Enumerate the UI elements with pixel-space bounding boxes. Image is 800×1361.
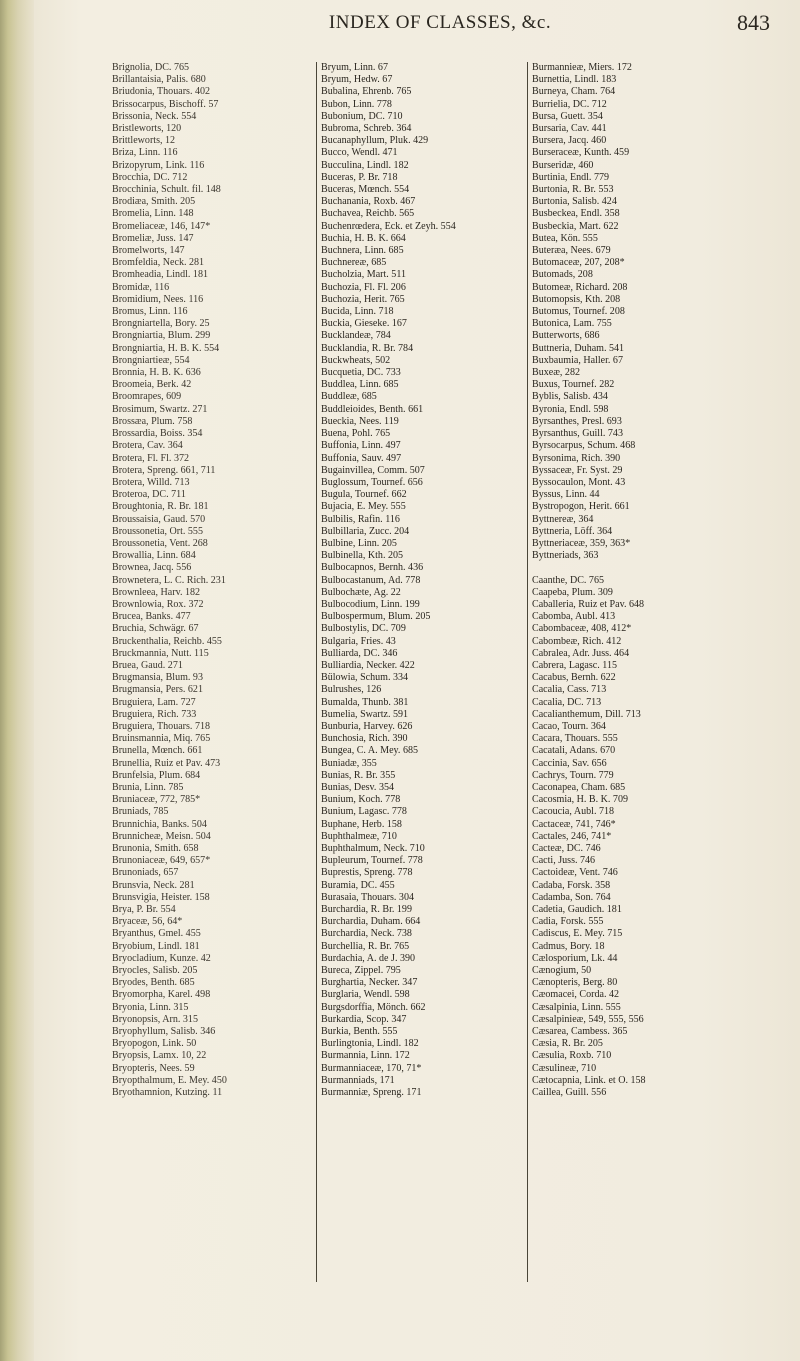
index-entry: Burmanniæ, Spreng. 171 [321, 1087, 422, 1099]
index-entry: Buena, Pohl. 765 [321, 428, 391, 440]
index-entry: Bryophyllum, Salisb. 346 [112, 1026, 216, 1038]
index-entry: Buglossum, Tournef. 656 [321, 476, 423, 488]
index-entry: Cadaba, Forsk. 358 [532, 879, 611, 891]
index-entry: Bryomorpha, Karel. 498 [112, 989, 211, 1001]
index-entry: Butomads, 208 [532, 269, 593, 281]
index-entry: Burtonia, R. Br. 553 [532, 184, 614, 196]
index-entry: Caapeba, Plum. 309 [532, 586, 613, 598]
index-entry: Briudonia, Thouars. 402 [112, 86, 211, 98]
index-entry: Cacosmia, H. B. K. 709 [532, 794, 628, 806]
index-entry: Bunchosia, Rich. 390 [321, 733, 408, 745]
index-entry: Caballeria, Ruiz et Pav. 648 [532, 598, 645, 610]
index-entry: Brotera, Fl. Fl. 372 [112, 452, 190, 464]
index-entry: Byrsocarpus, Schum. 468 [532, 440, 636, 452]
index-entry: Butomopsis, Kth. 208 [532, 293, 621, 305]
index-entry: Cabrera, Lagasc. 115 [532, 659, 617, 671]
index-entry: Cæsia, R. Br. 205 [532, 1038, 603, 1050]
index-entry: Bruckmannia, Nutt. 115 [112, 647, 209, 659]
index-entry: Cæsulia, Roxb. 710 [532, 1050, 612, 1062]
index-entry: Bronnia, H. B. K. 636 [112, 367, 201, 379]
index-entry: Bryopsis, Lamx. 10, 22 [112, 1050, 207, 1062]
index-entry: Buchia, H. B. K. 664 [321, 232, 406, 244]
index-entry: Bucco, Wendl. 471 [321, 147, 398, 159]
book-gutter [0, 0, 34, 1361]
index-entry: Bursaria, Cav. 441 [532, 123, 607, 135]
index-entry: Cactoideæ, Vent. 746 [532, 867, 618, 879]
index-entry: Brucea, Banks. 477 [112, 611, 191, 623]
index-entry: Buxeæ, 282 [532, 367, 581, 379]
index-entry: Broomrapes, 609 [112, 391, 182, 403]
index-entry: Bulliardia, Necker. 422 [321, 659, 415, 671]
index-entry: Bulbilis, Rafin. 116 [321, 513, 400, 525]
index-entry: Bruniaceæ, 772, 785* [112, 794, 201, 806]
index-entry: Cadiscus, E. Mey. 715 [532, 928, 623, 940]
index-entry: Buttneria, Duham. 541 [532, 342, 625, 354]
index-entry: Butomaceæ, 207, 208* [532, 257, 625, 269]
index-entry: Cacabus, Bernh. 622 [532, 672, 616, 684]
index-entry: Brissonia, Neck. 554 [112, 110, 197, 122]
index-entry: Brosimum, Swartz. 271 [112, 403, 208, 415]
running-title: INDEX OF CLASSES, &c. [328, 12, 552, 33]
index-entry: Bryothamnion, Kutzing. 11 [112, 1087, 223, 1099]
index-entry: Cacoucia, Aubl. 718 [532, 806, 615, 818]
index-entry: Busbeckea, Endl. 358 [532, 208, 620, 220]
index-entry: Brownea, Jacq. 556 [112, 562, 192, 574]
index-entry: Bulgaria, Fries. 43 [321, 635, 396, 647]
index-entry: Bunium, Lagasc. 778 [321, 806, 407, 818]
index-entry: Buddleioides, Benth. 661 [321, 403, 424, 415]
index-entry: Bubroma, Schreb. 364 [321, 123, 412, 135]
index-entry: Brugmansia, Blum. 93 [112, 672, 203, 684]
index-entry: Caillea, Guill. 556 [532, 1087, 607, 1099]
index-entry: Cæsarea, Cambess. 365 [532, 1026, 628, 1038]
index-entry: Cachrys, Tourn. 779 [532, 769, 614, 781]
index-entry: Butomeæ, Richard. 208 [532, 281, 628, 293]
index-entry: Broughtonia, R. Br. 181 [112, 501, 209, 513]
index-entry: Bulbocastanum, Ad. 778 [321, 574, 421, 586]
index-entry: Buckwheats, 502 [321, 354, 391, 366]
index-entry: Brotera, Willd. 713 [112, 476, 190, 488]
index-entry: Brunfelsia, Plum. 684 [112, 769, 201, 781]
index-entry: Bromeliæ, Juss. 147 [112, 232, 194, 244]
index-entry: Bucklandia, R. Br. 784 [321, 342, 414, 354]
index-entry: Burtinia, Endl. 779 [532, 171, 610, 183]
index-entry: Bunium, Koch. 778 [321, 794, 401, 806]
index-entry: Burchardia, Duham. 664 [321, 916, 421, 928]
index-entry: Cacalia, DC. 713 [532, 696, 602, 708]
index-entry: Bromidium, Nees. 116 [112, 293, 204, 305]
index-entry: Cadamba, Son. 764 [532, 891, 611, 903]
index-entry: Brunia, Linn. 785 [112, 781, 184, 793]
index-entry: Cadmus, Bory. 18 [532, 940, 605, 952]
index-entry: Burchardia, Neck. 738 [321, 928, 412, 940]
index-entry: Bucida, Linn. 718 [321, 306, 394, 318]
index-entry: Bubonium, DC. 710 [321, 110, 403, 122]
index-entry: Broomeia, Berk. 42 [112, 379, 192, 391]
page-header [110, 10, 770, 40]
index-entry: Brongniartia, H. B. K. 554 [112, 342, 220, 354]
index-entry: Brunsvia, Neck. 281 [112, 879, 195, 891]
index-entry: Brongniartella, Bory. 25 [112, 318, 210, 330]
index-entry: Cacti, Juss. 746 [532, 855, 596, 867]
index-entry: Byrsanthes, Presl. 693 [532, 415, 622, 427]
index-entry: Buddleæ, 685 [321, 391, 377, 403]
index-entry: Burlingtonia, Lindl. 182 [321, 1038, 419, 1050]
index-entry: Bruinsmannia, Miq. 765 [112, 733, 211, 745]
index-entry: Bulbocapnos, Bernh. 436 [321, 562, 424, 574]
index-entry: Cacara, Thouars. 555 [532, 733, 618, 745]
index-entry: Bryanthus, Gmel. 455 [112, 928, 201, 940]
index-entry: Buphane, Herb. 158 [321, 818, 402, 830]
index-entry: Buxbaumia, Haller. 67 [532, 354, 623, 366]
index-entry: Bruckenthalia, Reichb. 455 [112, 635, 222, 647]
index-entry: Brownetera, L. C. Rich. 231 [112, 574, 226, 586]
index-entry: Cadia, Forsk. 555 [532, 916, 604, 928]
index-entry: Cactales, 246, 741* [532, 830, 612, 842]
index-entry: Burnettia, Lindl. 183 [532, 74, 617, 86]
index-entry: Bulrushes, 126 [321, 684, 382, 696]
index-entry: Bromus, Linn. 116 [112, 306, 188, 318]
index-entry: Brocchia, DC. 712 [112, 171, 188, 183]
index-entry: Cacatali, Adans. 670 [532, 745, 616, 757]
index-entry: Butea, Kön. 555 [532, 232, 598, 244]
index-column-middle [316, 62, 521, 1282]
index-entry: Burrielia, DC. 712 [532, 98, 607, 110]
index-entry: Bubalina, Ehrenb. 765 [321, 86, 412, 98]
index-entry: Brunellia, Ruiz et Pav. 473 [112, 757, 221, 769]
index-entry: Byttneriads, 363 [532, 550, 599, 562]
index-entry: Bryopthalmum, E. Mey. 450 [112, 1074, 227, 1086]
index-column-left [112, 62, 312, 1099]
index-entry: Burmanniaceæ, 170, 71* [321, 1062, 422, 1074]
index-entry: Bunburia, Harvey. 626 [321, 720, 413, 732]
index-entry: Bursa, Guett. 354 [532, 110, 603, 122]
index-entry: Byssocaulon, Mont. 43 [532, 476, 626, 488]
index-entry: Caconapea, Cham. 685 [532, 781, 626, 793]
index-entry: Brownleea, Harv. 182 [112, 586, 201, 598]
index-entry: Brunoniaceæ, 649, 657* [112, 855, 211, 867]
index-entry: Brittleworts, 12 [112, 135, 176, 147]
index-entry: Buchozia, Herit. 765 [321, 293, 405, 305]
index-entry: Buchnera, Linn. 685 [321, 245, 404, 257]
index-entry: Brocchinia, Schult. fil. 148 [112, 184, 221, 196]
index-entry: Bulbinella, Kth. 205 [321, 550, 404, 562]
index-entry: Bryobium, Lindl. 181 [112, 940, 200, 952]
index-entry: Bryodes, Benth. 685 [112, 977, 195, 989]
index-entry: Bruguiera, Lam. 727 [112, 696, 196, 708]
index-entry: Bugula, Tournef. 662 [321, 489, 407, 501]
index-entry: Busbeckia, Mart. 622 [532, 220, 619, 232]
index-entry: Brunonia, Smith. 658 [112, 843, 199, 854]
index-entry: Cæomacei, Corda. 42 [532, 989, 620, 1001]
index-entry: Burmanniads, 171 [321, 1074, 395, 1086]
index-entry: Brya, P. Br. 554 [112, 904, 176, 916]
index-entry: Browallia, Linn. 684 [112, 550, 196, 562]
index-entry: Bumalda, Thunb. 381 [321, 696, 409, 708]
index-entry: Bucquetia, DC. 733 [321, 367, 401, 379]
index-entry: Bulbillaria, Zucc. 204 [321, 525, 410, 537]
index-entry: Cacalianthemum, Dill. 713 [532, 708, 641, 720]
index-entry: Cænopteris, Berg. 80 [532, 977, 618, 989]
index-entry: Burgsdorffia, Mönch. 662 [321, 1001, 426, 1013]
index-entry: Brignolia, DC. 765 [112, 62, 190, 73]
index-entry: Bromelworts, 147 [112, 245, 185, 257]
index-entry: Buphthalmeæ, 710 [321, 830, 397, 842]
index-entry: Byttnereæ, 364 [532, 513, 594, 525]
index-column-right [527, 62, 732, 1282]
index-entry: Brownlowia, Rox. 372 [112, 598, 204, 610]
index-entry: Cætocapnia, Link. et O. 158 [532, 1074, 646, 1086]
index-entry: Byrsanthus, Guill. 743 [532, 428, 623, 440]
index-entry: Buceras, P. Br. 718 [321, 171, 398, 183]
index-entry: Buchavea, Reichb. 565 [321, 208, 415, 220]
index-entry: Bromeliaceæ, 146, 147* [112, 220, 211, 232]
index-entry: Brodiæa, Smith. 205 [112, 196, 196, 208]
index-entry: Burseridæ, 460 [532, 159, 594, 171]
index-entry: Brongniartia, Blum. 299 [112, 330, 211, 342]
index-entry: Bucholzia, Mart. 511 [321, 269, 407, 281]
index-entry: Cabomba, Aubl. 413 [532, 611, 616, 623]
index-entry: Buniadæ, 355 [321, 757, 377, 769]
index-entry: Bursera, Jacq. 460 [532, 135, 607, 147]
index-entry: Brotera, Spreng. 661, 711 [112, 464, 216, 476]
index-entry: Bulbochæte, Ag. 22 [321, 586, 401, 598]
index-entry: Cacalia, Cass. 713 [532, 684, 607, 696]
index-entry: Bryopteris, Nees. 59 [112, 1062, 195, 1074]
index-entry: Bulbocodium, Linn. 199 [321, 598, 420, 610]
index-entry: Brunsvigia, Heister. 158 [112, 891, 210, 903]
index-entry: Bunias, R. Br. 355 [321, 769, 396, 781]
index-entry: Byttneria, Löff. 364 [532, 525, 613, 537]
index-entry: Burdachia, A. de J. 390 [321, 952, 416, 964]
index-entry: Bryum, Hedw. 67 [321, 74, 393, 86]
index-entry: Cabombaceæ, 408, 412* [532, 623, 632, 635]
index-entry: Broussonetia, Vent. 268 [112, 537, 208, 549]
index-entry: Bureca, Zippel. 795 [321, 965, 401, 977]
index-entry: Bryonopsis, Arn. 315 [112, 1013, 198, 1025]
index-entry: Burchardia, R. Br. 199 [321, 904, 412, 916]
index-entry: Cabralea, Adr. Juss. 464 [532, 647, 630, 659]
index-entry: Burmannieæ, Miers. 172 [532, 62, 632, 73]
index-entry: Bumelia, Swartz. 591 [321, 708, 409, 720]
index-entry: Brillantaisia, Palis. 680 [112, 74, 206, 86]
index-entry: Cabombeæ, Rich. 412 [532, 635, 622, 647]
index-entry: Burkardia, Scop. 347 [321, 1013, 407, 1025]
index-entry: Buchozia, Fl. Fl. 206 [321, 281, 406, 293]
index-entry: Buchnereæ, 685 [321, 257, 387, 269]
index-entry: Bromelia, Linn. 148 [112, 208, 194, 220]
index-entry: Brossæa, Plum. 758 [112, 415, 193, 427]
index-entry: Bryocles, Salisb. 205 [112, 965, 198, 977]
index-entry: Burasaia, Thouars. 304 [321, 891, 415, 903]
index-entry: Burglaria, Wendl. 598 [321, 989, 410, 1001]
index-entry: Bromfeldia, Neck. 281 [112, 257, 205, 269]
index-entry: Bülowia, Schum. 334 [321, 672, 409, 684]
page-number: 843 [737, 10, 770, 35]
index-entry: Buffonia, Sauv. 497 [321, 452, 402, 464]
index-entry: Byronia, Endl. 598 [532, 403, 609, 415]
index-entry: Byrsonima, Rich. 390 [532, 452, 621, 464]
index-entry: Cadetia, Gaudich. 181 [532, 904, 622, 916]
index-entry: Butomus, Tournef. 208 [532, 306, 625, 318]
index-entry: Bystropogon, Herit. 661 [532, 501, 630, 513]
index-entry: Bunias, Desv. 354 [321, 781, 395, 793]
index-entry: Bruguiera, Rich. 733 [112, 708, 197, 720]
index-entry: Buphthalmum, Neck. 710 [321, 843, 425, 854]
index-entry: Cæsulineæ, 710 [532, 1062, 597, 1074]
index-entry: Broteroa, DC. 711 [112, 489, 186, 501]
index-entry: Bulbospermum, Blum. 205 [321, 611, 431, 623]
index-entry: Bulbostylis, DC. 709 [321, 623, 406, 635]
index-entry: Buchenrœdera, Eck. et Zeyh. 554 [321, 220, 456, 232]
index-entry: Bryopogon, Link. 50 [112, 1038, 197, 1050]
index-entry: Cacao, Tourn. 364 [532, 720, 606, 732]
index-entry: Caccinia, Sav. 656 [532, 757, 607, 769]
index-entry: Burghartia, Necker. 347 [321, 977, 418, 989]
index-entry: Brissocarpus, Bischoff. 57 [112, 98, 219, 110]
index-entry: Bristleworts, 120 [112, 123, 182, 135]
index-entry: Bryaceæ, 56, 64* [112, 916, 183, 928]
index-entry: Bruchia, Schwägr. 67 [112, 623, 199, 635]
index-entry: Butonica, Lam. 755 [532, 318, 612, 330]
index-entry: Brizopyrum, Link. 116 [112, 159, 205, 171]
index-entry: Bruea, Gaud. 271 [112, 659, 183, 671]
index-entry: Bucculina, Lindl. 182 [321, 159, 409, 171]
index-entry: Brunnichia, Banks. 504 [112, 818, 207, 830]
index-entry: Buceras, Mœnch. 554 [321, 184, 410, 196]
index-entry: Buxus, Tournef. 282 [532, 379, 615, 391]
index-entry: Brunoniads, 657 [112, 867, 179, 879]
index-entry: Byttneriaceæ, 359, 363* [532, 537, 631, 549]
index-entry: Bupleurum, Tournef. 778 [321, 855, 423, 867]
index-entry: Byssaceæ, Fr. Syst. 29 [532, 464, 623, 476]
index-entry: Buramia, DC. 455 [321, 879, 395, 891]
index-entry: Burneya, Cham. 764 [532, 86, 616, 98]
index-entry: Bugainvillea, Comm. 507 [321, 464, 425, 476]
index-entry: Burtonia, Salisb. 424 [532, 196, 617, 208]
index-entry: Bujacia, E. Mey. 555 [321, 501, 406, 513]
index-entry: Broussonetia, Ort. 555 [112, 525, 203, 537]
index-entry: Buckia, Gieseke. 167 [321, 318, 407, 330]
index-entry: Cacteæ, DC. 746 [532, 843, 601, 854]
index-entry: Bryocladium, Kunze. 42 [112, 952, 211, 964]
index-entry: Cæsalpinieæ, 549, 555, 556 [532, 1013, 644, 1025]
index-entry: Byssus, Linn. 44 [532, 489, 600, 501]
index-entry: Bucanaphyllum, Pluk. 429 [321, 135, 429, 147]
index-entry: Bryum, Linn. 67 [321, 62, 388, 73]
index-entry: Bueckia, Nees. 119 [321, 415, 399, 427]
index-entry: Brugmansia, Pers. 621 [112, 684, 203, 696]
index-entry: Burkia, Benth. 555 [321, 1026, 398, 1038]
index-entry: Buprestis, Spreng. 778 [321, 867, 413, 879]
index-entry: Burmannia, Linn. 172 [321, 1050, 410, 1062]
index-entry: Buteræa, Nees. 679 [532, 245, 611, 257]
index-entry: Buddlea, Linn. 685 [321, 379, 399, 391]
index-entry: Bulbine, Linn. 205 [321, 537, 397, 549]
index-entry [532, 562, 732, 574]
index-entry: Burchellia, R. Br. 765 [321, 940, 410, 952]
index-entry: Bryonia, Linn. 315 [112, 1001, 189, 1013]
index-entry: Butterworts, 686 [532, 330, 600, 342]
index-entry: Buffonia, Linn. 497 [321, 440, 401, 452]
index-entry: Cænogium, 50 [532, 965, 592, 977]
index-entry: Bungea, C. A. Mey. 685 [321, 745, 419, 757]
index-entry: Briza, Linn. 116 [112, 147, 178, 159]
index-entry: Bruguiera, Thouars. 718 [112, 720, 211, 732]
index-entry: Bromidæ, 116 [112, 281, 170, 293]
index-entry: Brotera, Cav. 364 [112, 440, 183, 452]
index-entry: Brossardia, Boiss. 354 [112, 428, 203, 440]
index-entry: Brunnicheæ, Meisn. 504 [112, 830, 211, 842]
index-entry: Bubon, Linn. 778 [321, 98, 392, 110]
index-entry: Bucklandeæ, 784 [321, 330, 391, 342]
index-entry: Buchanania, Roxb. 467 [321, 196, 416, 208]
index-entry: Cactaceæ, 741, 746* [532, 818, 616, 830]
index-entry: Broussaisia, Gaud. 570 [112, 513, 206, 525]
index-entry: Cælosporium, Lk. 44 [532, 952, 618, 964]
index-entry: Byblis, Salisb. 434 [532, 391, 608, 403]
index-entry: Cæsalpinia, Linn. 555 [532, 1001, 621, 1013]
index-entry: Bulliarda, DC. 346 [321, 647, 398, 659]
index-entry: Brunella, Mœnch. 661 [112, 745, 203, 757]
index-entry: Burseraceæ, Kunth. 459 [532, 147, 630, 159]
index-entry: Bromheadia, Lindl. 181 [112, 269, 208, 281]
index-entry: Caanthe, DC. 765 [532, 574, 604, 586]
index-entry: Bruniads, 785 [112, 806, 169, 818]
index-entry: Brongniartieæ, 554 [112, 354, 190, 366]
